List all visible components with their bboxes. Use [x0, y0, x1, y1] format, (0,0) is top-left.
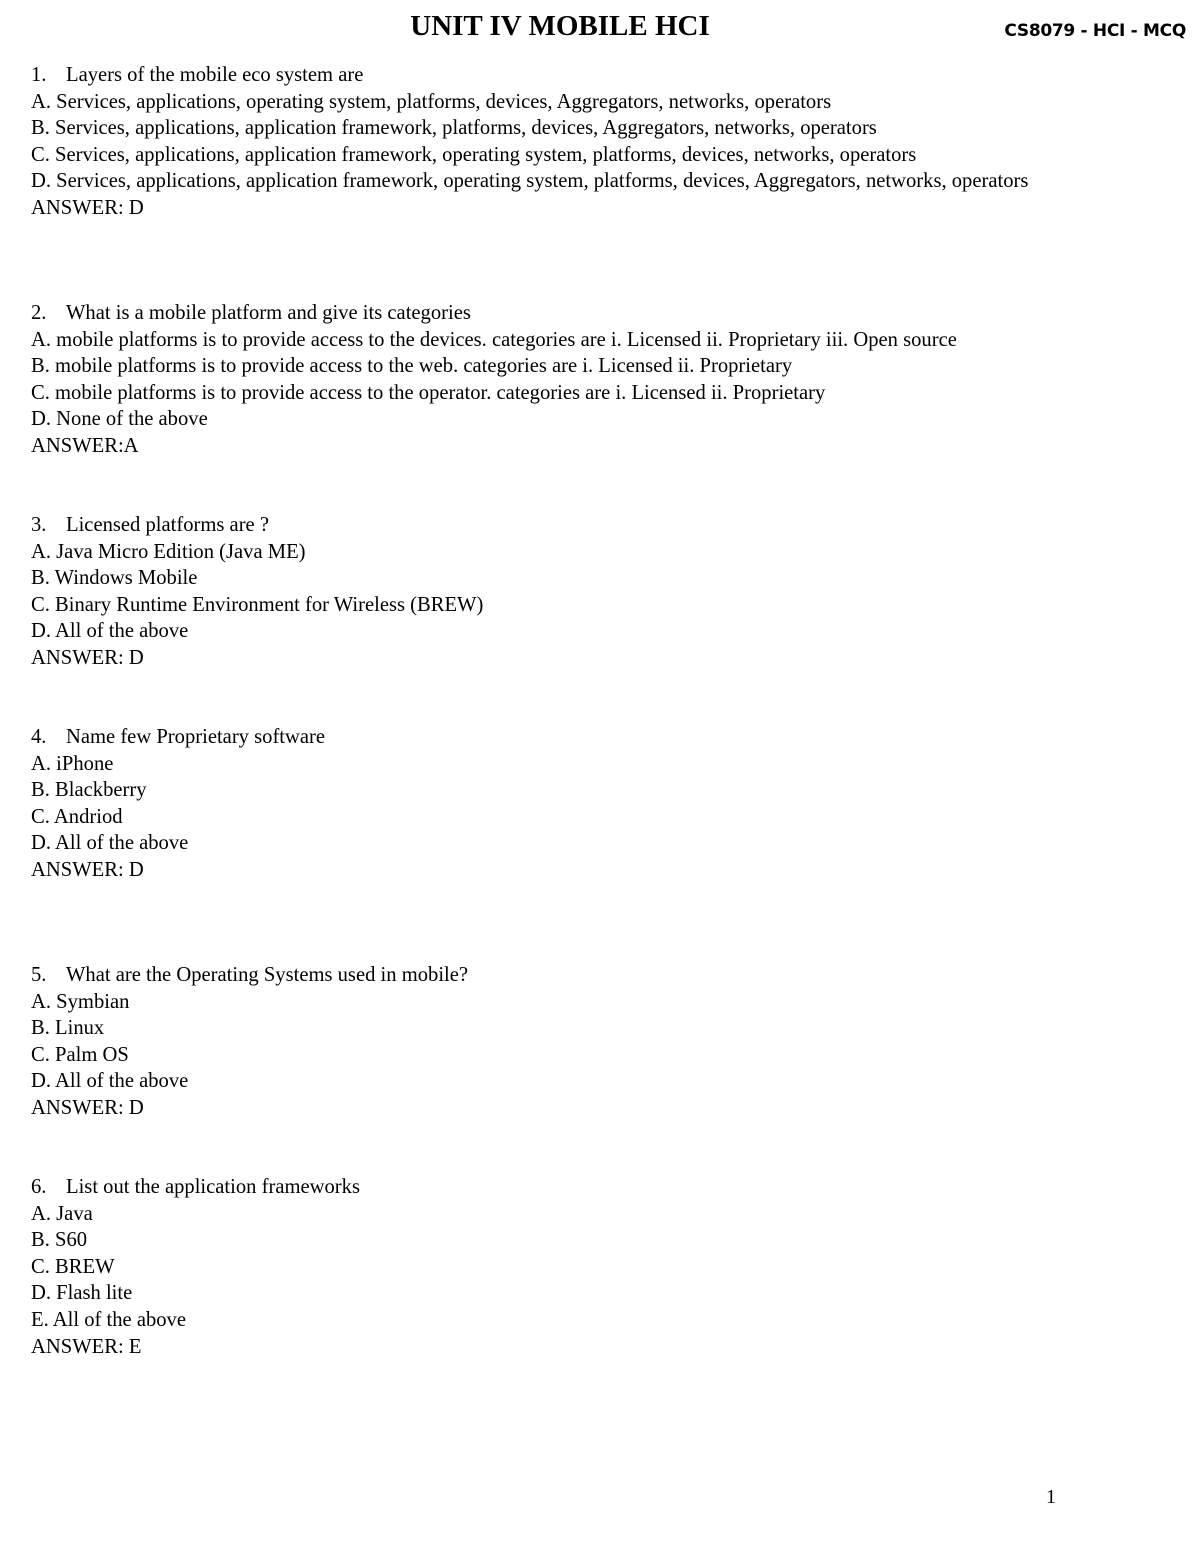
question-text: What is a mobile platform and give its categories — [66, 302, 471, 324]
option-c: C. BREW — [31, 1255, 115, 1278]
page-title: UNIT IV MOBILE HCI — [410, 10, 710, 42]
question-stem — [31, 62, 1140, 89]
question-text: Licensed platforms are ? — [66, 514, 269, 536]
answer: ANSWER: D — [31, 858, 144, 881]
option-c: C. Services, applications, application framework, operating system, platforms, devices, networks, operators — [31, 143, 917, 166]
option-b: B. Linux — [31, 1017, 105, 1040]
option-c: C. Andriod — [31, 805, 123, 828]
option-a: A. Java Micro Edition (Java ME) — [31, 540, 306, 563]
option-b: B. Services, applications, application framework, platforms, devices, Aggregators, networks, operators — [31, 117, 877, 140]
option-b: B. Blackberry — [31, 779, 147, 802]
option-d: D. Services, applications, application framework, operating system, platforms, devices, Aggregators, networks, operators — [31, 170, 1029, 193]
question-stem — [31, 300, 1140, 327]
option-c: C. Palm OS — [31, 1043, 129, 1066]
question-block — [31, 1174, 1140, 1360]
option-d: D. Flash lite — [31, 1282, 133, 1305]
option-a: A. Services, applications, operating system, platforms, devices, Aggregators, networks, operators — [31, 90, 832, 113]
question-stem — [31, 724, 1140, 751]
option-a: A. iPhone — [31, 752, 114, 775]
option-d: D. All of the above — [31, 1070, 189, 1093]
question-block — [31, 62, 1140, 222]
question-number: 3. — [31, 514, 47, 536]
question-stem — [31, 512, 1140, 539]
question-number: 5. — [31, 964, 47, 986]
option-c: C. mobile platforms is to provide access to the operator. categories are i. Licensed ii. Proprietary — [31, 381, 826, 404]
option-a: A. mobile platforms is to provide access to the devices. categories are i. Licensed ii. Proprietary iii. Open source — [31, 328, 957, 351]
question-number: 1. — [31, 64, 47, 86]
question-stem — [31, 962, 1140, 989]
option-a: A. Symbian — [31, 990, 130, 1013]
question-number: 2. — [31, 302, 47, 324]
option-b: B. S60 — [31, 1229, 88, 1252]
question-block — [31, 300, 1140, 460]
option-b: B. Windows Mobile — [31, 567, 198, 590]
question-text: What are the Operating Systems used in mobile? — [66, 964, 469, 986]
answer: ANSWER: D — [31, 196, 144, 219]
option-d: D. None of the above — [31, 408, 208, 431]
question-number: 4. — [31, 726, 47, 748]
question-block — [31, 512, 1140, 672]
answer: ANSWER: D — [31, 646, 144, 669]
question-text: Name few Proprietary software — [66, 726, 326, 748]
question-stem — [31, 1174, 1140, 1201]
option-a: A. Java — [31, 1202, 93, 1225]
question-block — [31, 724, 1140, 884]
question-text: Layers of the mobile eco system are — [66, 64, 364, 86]
option-d: D. All of the above — [31, 832, 189, 855]
answer: ANSWER: E — [31, 1335, 142, 1358]
answer: ANSWER:A — [31, 434, 139, 457]
question-number: 6. — [31, 1176, 47, 1198]
answer: ANSWER: D — [31, 1096, 144, 1119]
option-c: C. Binary Runtime Environment for Wireless (BREW) — [31, 593, 484, 616]
option-b: B. mobile platforms is to provide access to the web. categories are i. Licensed ii. Proprietary — [31, 355, 793, 378]
question-block — [31, 962, 1140, 1122]
page-number: 1 — [1046, 1486, 1056, 1508]
option-e: E. All of the above — [31, 1308, 186, 1331]
option-d: D. All of the above — [31, 620, 189, 643]
question-text: List out the application frameworks — [66, 1176, 360, 1198]
course-code: CS8079 - HCI - MCQ — [1004, 21, 1186, 41]
